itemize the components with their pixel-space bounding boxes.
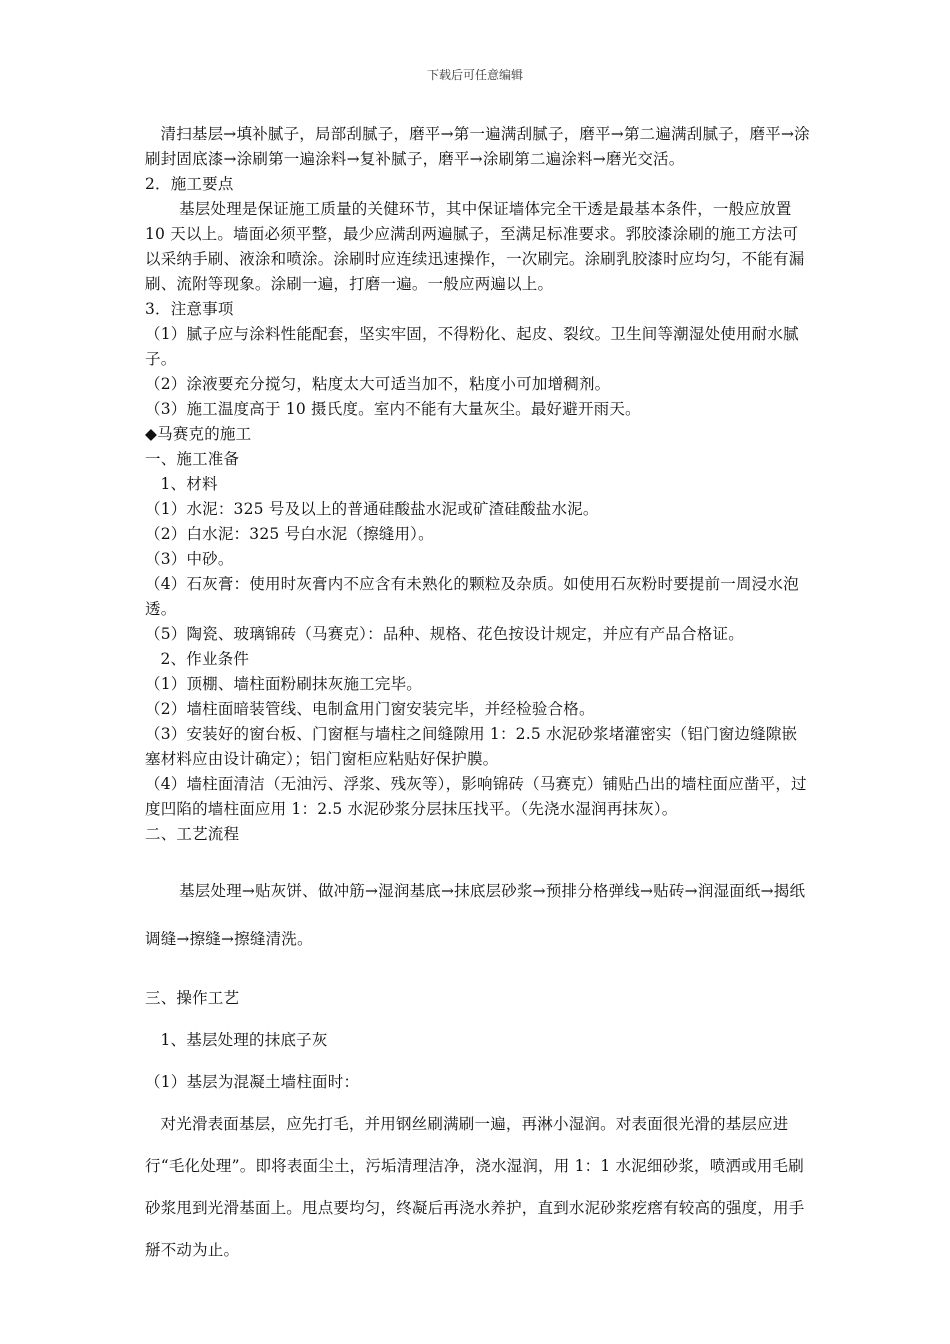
section-title-mosaic: ◆马赛克的施工 <box>145 425 252 443</box>
list-item: （2）白水泥：325 号白水泥（擦缝用）。 <box>145 525 434 543</box>
list-item: （3）安装好的窗台板、门窗框与墙柱之间缝隙用 1：2.5 水泥砂浆堵灌密实（铝门窗边缝隙嵌塞材料应由设计确定）；铝门窗柜应粘贴好保护膜。 <box>145 725 798 768</box>
document-body <box>145 122 810 1271</box>
heading-process-flow: 二、工艺流程 <box>145 825 240 843</box>
list-item: （4）墙柱面清洁（无油污、浮浆、残灰等），影响锦砖（马赛克）铺贴凸出的墙柱面应凿平，过度凹陷的墙柱面应用 1：2.5 水泥砂浆分层抹压找平。（先浇水湿润再抹灰）。 <box>145 775 807 818</box>
list-item: （4）石灰膏：使用时灰膏内不应含有未熟化的颗粒及杂质。如使用石灰粉时要提前一周浸水泡透。 <box>145 575 799 618</box>
list-item: （1）腻子应与涂料性能配套，坚实牢固，不得粉化、起皮、裂纹。卫生间等潮湿处使用耐水腻子。 <box>145 325 799 368</box>
paragraph-process-flow: 基层处理→贴灰饼、做冲筋→湿润基底→抹底层砂浆→预排分格弹线→贴砖→润湿面纸→揭纸调缝→擦缝→擦缝清洗。 <box>145 882 806 948</box>
list-item: （5）陶瓷、玻璃锦砖（马赛克）：品种、规格、花色按设计规定，并应有产品合格证。 <box>145 625 744 643</box>
list-item: （2）墙柱面暗装管线、电制盒用门窗安装完毕，并经检验合格。 <box>145 700 595 718</box>
list-item: （1）顶棚、墙柱面粉刷抹灰施工完毕。 <box>145 675 422 693</box>
list-item: （3）中砂。 <box>145 550 234 568</box>
heading-materials: 1、材料 <box>160 475 218 493</box>
heading-precautions: 3．注意事项 <box>145 300 234 318</box>
paragraph-process-steps: 清扫基层→填补腻子，局部刮腻子，磨平→第一遍满刮腻子，磨平→第二遍满刮腻子，磨平→涂刷封固底漆→涂刷第一遍涂料→复补腻子，磨平→涂刷第二遍涂料→磨光交活。 <box>145 125 810 168</box>
paragraph-construction-points: 基层处理是保证施工质量的关健环节，其中保证墙体完全干透是最基本条件，一般应放置 10 天以上。墙面必须平整，最少应满刮两遍腻子，至满足标准要求。郛胶漆涂刷的施工方法可以采纳手刷、液涂和喷涂。涂刷时应连续迅速操作，一次刷完。涂刷乳胶漆时应均匀，不能有漏刷、流附等现象。涂刷一遍，打磨一遍。一般应两遍以上。 <box>145 200 805 293</box>
heading-operation: 三、操作工艺 <box>145 989 240 1007</box>
heading-work-conditions: 2、作业条件 <box>160 650 250 668</box>
page-header: 下载后可任意编辑 <box>426 68 523 82</box>
heading-base-treatment: 1、基层处理的抹底子灰 <box>160 1031 328 1049</box>
paragraph-base-treatment: 对光滑表面基层，应先打毛，并用钢丝刷满刷一遍，再淋小湿润。对表面很光滑的基层应进行“毛化处理”。即将表面尘土，污垢清理洁净，浇水湿润，用 1：1 水泥细砂浆，喷洒或用毛刷砂浆甩到光滑基面上。甩点要均匀，终凝后再浇水养护，直到水泥砂浆疙瘩有较高的强度，用手掰不动为止。 <box>145 1115 805 1259</box>
list-item: （1）基层为混凝土墙柱面时： <box>145 1073 360 1091</box>
heading-construction-prep: 一、施工准备 <box>145 450 240 468</box>
heading-construction-points: 2．施工要点 <box>145 175 234 193</box>
list-item: （1）水泥：325 号及以上的普通硅酸盐水泥或矿渣硅酸盐水泥。 <box>145 500 599 518</box>
list-item: （2）涂液要充分搅匀，粘度太大可适当加不，粘度小可加增稠剂。 <box>145 375 611 393</box>
list-item: （3）施工温度高于 10 摄氏度。室内不能有大量灰尘。最好避开雨天。 <box>145 400 641 418</box>
